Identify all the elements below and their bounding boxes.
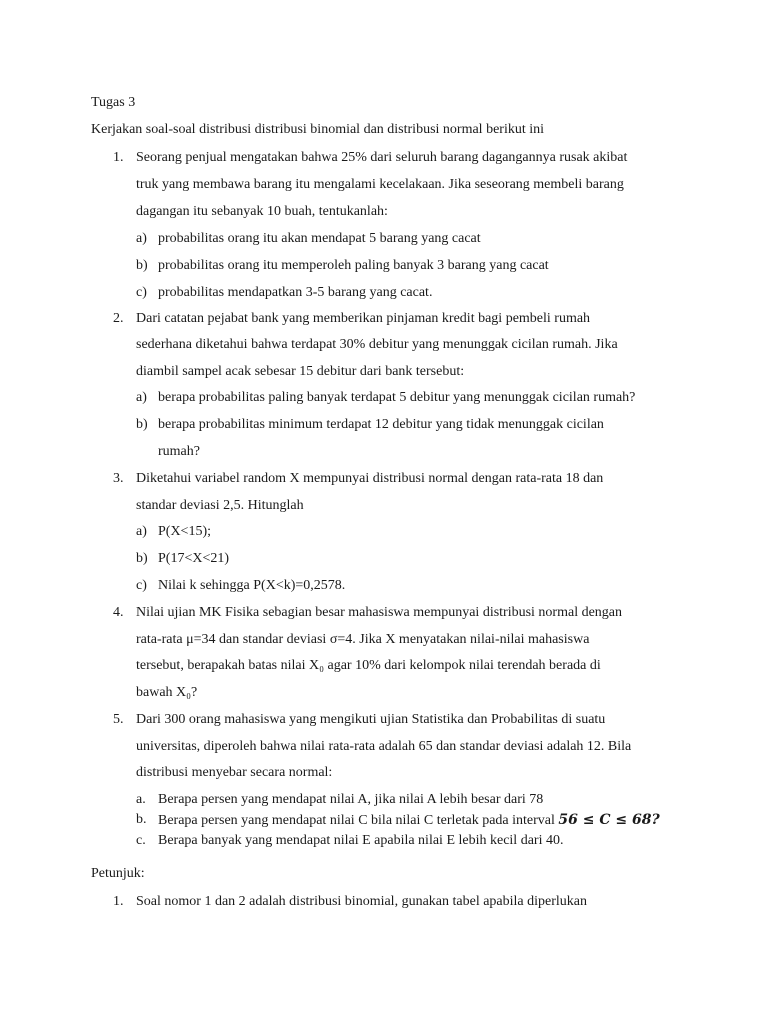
question-text-line: rata-rata μ=34 dan standar deviasi σ=4. Jika X menyatakan nilai-nilai mahasiswa bbox=[136, 632, 590, 647]
sub-item-text: Nilai k sehingga P(X<k)=0,2578. bbox=[158, 578, 346, 593]
sub-item-label: b. bbox=[136, 812, 147, 827]
hint-number: 1. bbox=[113, 894, 124, 909]
question-text-line: universitas, diperoleh bahwa nilai rata-rata adalah 65 dan standar deviasi adalah 12. Bila bbox=[136, 739, 632, 754]
sub-item-label: b) bbox=[136, 551, 148, 566]
hints-title: Petunjuk: bbox=[91, 866, 145, 881]
sub-item-text: probabilitas mendapatkan 3-5 barang yang cacat. bbox=[158, 285, 433, 300]
sub-item-text bbox=[158, 812, 660, 829]
hint-text: Soal nomor 1 dan 2 adalah distribusi binomial, gunakan tabel apabila diperlukan bbox=[136, 894, 588, 909]
sub-item-label: a. bbox=[136, 792, 146, 807]
sub-item-label: a) bbox=[136, 524, 147, 539]
question-text-line: Nilai ujian MK Fisika sebagian besar mahasiswa mempunyai distribusi normal dengan bbox=[136, 605, 623, 620]
sub-item-label: a) bbox=[136, 231, 147, 246]
sub-item-label: b) bbox=[136, 258, 148, 273]
interval-formula: 56 ≤ C ≤ 68? bbox=[558, 812, 660, 828]
sub-item-label: b) bbox=[136, 417, 148, 432]
question-text-line: Dari catatan pejabat bank yang memberikan pinjaman kredit bagi pembeli rumah bbox=[136, 311, 591, 326]
question-text-line: Dari 300 orang mahasiswa yang mengikuti ujian Statistika dan Probabilitas di suatu bbox=[136, 712, 606, 727]
sub-item-text: probabilitas orang itu akan mendapat 5 barang yang cacat bbox=[158, 231, 481, 246]
question-text-line: bawah X₀? bbox=[136, 685, 198, 700]
question-text-line: truk yang membawa barang itu mengalami kecelakaan. Jika seseorang membeli barang bbox=[136, 177, 624, 192]
question-number: 4. bbox=[113, 605, 124, 620]
assignment-title: Tugas 3 bbox=[91, 95, 136, 110]
sub-item-text: berapa probabilitas minimum terdapat 12 debitur yang tidak menunggak cicilan bbox=[158, 417, 604, 432]
sub-item-label: c. bbox=[136, 833, 146, 848]
sub-item-text: Berapa persen yang mendapat nilai A, jika nilai A lebih besar dari 78 bbox=[158, 792, 544, 807]
sub-item-text: Berapa banyak yang mendapat nilai E apabila nilai E lebih kecil dari 40. bbox=[158, 833, 564, 848]
sub-item-text: rumah? bbox=[158, 444, 200, 459]
sub-item-text: probabilitas orang itu memperoleh paling banyak 3 barang yang cacat bbox=[158, 258, 549, 273]
sub-item-text: P(17<X<21) bbox=[158, 551, 230, 566]
sub-item-label: c) bbox=[136, 285, 147, 300]
question-text-line: tersebut, berapakah batas nilai X₀ agar 10% dari kelompok nilai terendah berada di bbox=[136, 658, 601, 673]
question-text-line: Diketahui variabel random X mempunyai distribusi normal dengan rata-rata 18 dan bbox=[136, 471, 604, 486]
question-number: 1. bbox=[113, 150, 124, 165]
question-text-line: Seorang penjual mengatakan bahwa 25% dari seluruh barang dagangannya rusak akibat bbox=[136, 150, 628, 165]
question-text-line: sederhana diketahui bahwa terdapat 30% debitur yang menunggak cicilan rumah. Jika bbox=[136, 337, 618, 352]
question-number: 3. bbox=[113, 471, 124, 486]
question-number: 5. bbox=[113, 712, 124, 727]
question-text-line: distribusi menyebar secara normal: bbox=[136, 765, 333, 780]
question-number: 2. bbox=[113, 311, 124, 326]
question-text-line: diambil sampel acak sebesar 15 debitur dari bank tersebut: bbox=[136, 364, 465, 379]
sub-item-text: berapa probabilitas paling banyak terdapat 5 debitur yang menunggak cicilan rumah? bbox=[158, 390, 636, 405]
assignment-instruction: Kerjakan soal-soal distribusi distribusi binomial dan distribusi normal berikut ini bbox=[91, 122, 544, 137]
question-text-line: standar deviasi 2,5. Hitunglah bbox=[136, 498, 304, 513]
sub-item-label: c) bbox=[136, 578, 147, 593]
sub-item-text: P(X<15); bbox=[158, 524, 212, 539]
sub-item-label: a) bbox=[136, 390, 147, 405]
sub-item-text-plain: Berapa persen yang mendapat nilai C bila nilai C terletak pada interval bbox=[158, 813, 555, 828]
question-text-line: dagangan itu sebanyak 10 buah, tentukanlah: bbox=[136, 204, 388, 219]
